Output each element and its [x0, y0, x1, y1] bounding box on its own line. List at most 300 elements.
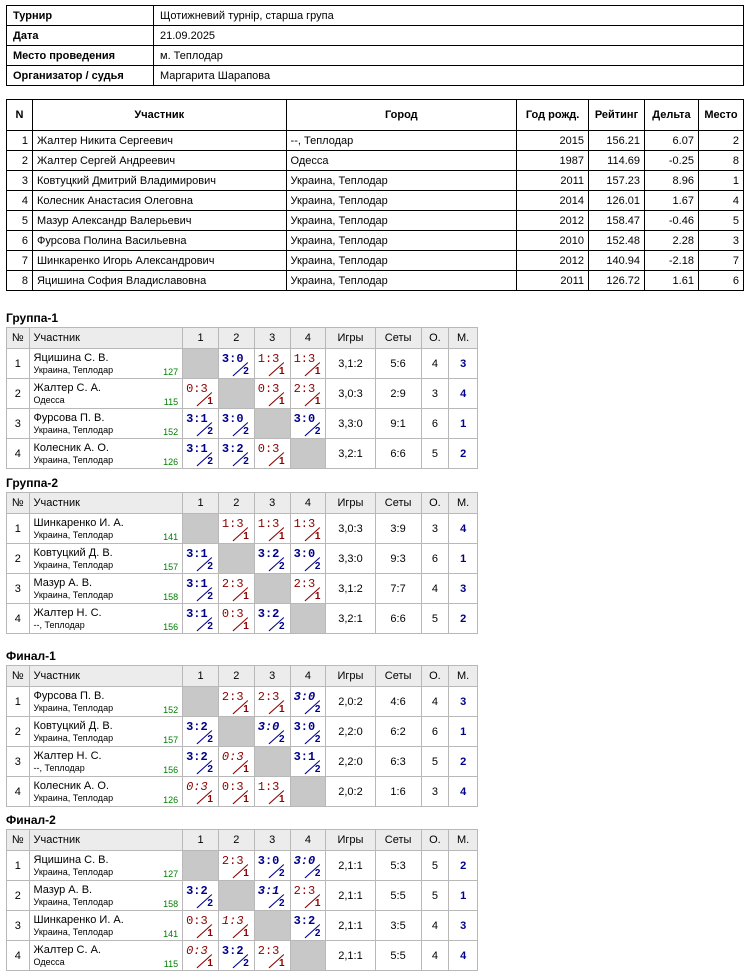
match-round: 2	[279, 868, 285, 879]
group-column-header: Сеты	[375, 328, 421, 349]
participant-cell: 4	[698, 191, 743, 211]
group-column-header: М.	[449, 328, 478, 349]
player-cell	[29, 911, 183, 941]
match-result-cell[interactable]	[290, 379, 326, 409]
player-name: Шинкаренко И. А.	[33, 517, 124, 529]
participant-cell: 7	[698, 251, 743, 271]
match-result-cell[interactable]	[290, 747, 326, 777]
group-row	[7, 941, 478, 971]
match-score: 1:3	[221, 517, 244, 531]
place-value: 2	[449, 604, 478, 634]
info-row	[7, 66, 744, 86]
sets-value: 7:7	[375, 574, 421, 604]
match-result-cell[interactable]	[218, 747, 254, 777]
match-round: 1	[279, 794, 285, 805]
match-score: 1:3	[221, 914, 244, 928]
group-column-header: 2	[218, 328, 254, 349]
games-value: 3,3:0	[326, 544, 375, 574]
match-score: 0:3	[186, 780, 208, 794]
participant-cell: Украина, Теплодар	[286, 231, 517, 251]
group-row	[7, 574, 478, 604]
group-column-header: 4	[290, 666, 326, 687]
group-column-header: М.	[449, 830, 478, 851]
participant-cell: 156.21	[589, 131, 645, 151]
points-value: 5	[421, 851, 449, 881]
games-value: 2,0:2	[326, 687, 375, 717]
group-column-header: №	[7, 493, 30, 514]
match-score: 0:3	[221, 750, 244, 764]
points-value: 6	[421, 409, 449, 439]
match-score: 2:3	[221, 690, 244, 704]
participant-cell: -0.46	[645, 211, 699, 231]
player-name: Фурсова П. В.	[33, 690, 105, 702]
player-name: Ковтуцкий Д. В.	[33, 720, 113, 732]
match-score: 3:2	[221, 442, 244, 456]
match-round: 1	[314, 898, 321, 909]
points-value: 4	[421, 941, 449, 971]
match-result-cell[interactable]	[218, 439, 254, 469]
participant-cell: 2015	[517, 131, 589, 151]
match-round: 1	[243, 531, 249, 542]
match-round: 1	[243, 704, 249, 715]
group-title: Финал-1	[6, 649, 56, 663]
match-round: 1	[243, 868, 249, 879]
participant-row	[7, 211, 744, 231]
player-city: Украина, Теплодар	[33, 455, 114, 465]
match-round: 1	[243, 794, 249, 805]
player-city: Украина, Теплодар	[33, 560, 114, 570]
match-round: 1	[207, 794, 213, 805]
match-result-cell[interactable]	[183, 439, 219, 469]
group-column-header: Участник	[29, 666, 183, 687]
points-value: 4	[421, 349, 449, 379]
match-result-cell[interactable]	[183, 777, 219, 807]
info-label: Место проведения	[7, 46, 154, 66]
match-round: 2	[279, 898, 285, 909]
group-table	[6, 829, 478, 971]
group-column-header: 2	[218, 666, 254, 687]
player-rating: 127	[163, 367, 179, 377]
sets-value: 9:1	[375, 409, 421, 439]
participant-cell: 6.07	[645, 131, 699, 151]
match-score: 1:3	[257, 517, 280, 531]
match-result-cell[interactable]	[254, 439, 290, 469]
match-score: 3:2	[186, 720, 208, 734]
match-result-cell[interactable]	[254, 941, 290, 971]
match-round: 2	[207, 426, 213, 437]
participant-cell: Мазур Александр Валерьевич	[32, 211, 286, 231]
match-round: 1	[207, 958, 213, 969]
group-column-header: 4	[290, 830, 326, 851]
match-round: 2	[207, 764, 213, 775]
match-score: 2:3	[293, 884, 316, 898]
place-value: 1	[449, 409, 478, 439]
match-result-cell[interactable]	[254, 544, 290, 574]
seed-number: 3	[7, 747, 30, 777]
group-column-header: Участник	[29, 328, 183, 349]
participant-cell: --, Теплодар	[286, 131, 517, 151]
player-rating: 156	[163, 622, 179, 632]
points-value: 4	[421, 574, 449, 604]
match-result-cell[interactable]	[183, 881, 219, 911]
player-cell	[29, 717, 183, 747]
self-match-cell	[254, 911, 290, 941]
participant-cell: Жалтер Никита Сергеевич	[32, 131, 286, 151]
match-round: 1	[243, 591, 249, 602]
group-row	[7, 851, 478, 881]
place-value: 2	[449, 439, 478, 469]
info-label: Турнир	[7, 6, 154, 26]
match-result-cell[interactable]	[254, 514, 290, 544]
match-round: 1	[243, 764, 249, 775]
player-city: Украина, Теплодар	[33, 927, 114, 937]
match-score: 0:3	[257, 382, 280, 396]
match-score: 2:3	[221, 577, 244, 591]
group-row	[7, 881, 478, 911]
participant-cell: 1	[7, 131, 33, 151]
seed-number: 4	[7, 604, 30, 634]
player-rating: 141	[163, 532, 179, 542]
group-header-row	[7, 493, 478, 514]
sets-value: 9:3	[375, 544, 421, 574]
info-value: Маргарита Шарапова	[154, 66, 744, 86]
info-row	[7, 26, 744, 46]
match-score: 3:2	[186, 750, 208, 764]
column-header: Город	[286, 100, 517, 131]
player-city: Украина, Теплодар	[33, 867, 114, 877]
participant-cell: 152.48	[589, 231, 645, 251]
player-cell	[29, 604, 183, 634]
match-result-cell[interactable]	[218, 851, 254, 881]
match-result-cell[interactable]	[290, 911, 326, 941]
match-round: 1	[314, 591, 321, 602]
participant-cell: -0.25	[645, 151, 699, 171]
match-result-cell[interactable]	[254, 851, 290, 881]
column-header: Место	[698, 100, 743, 131]
group-column-header: О.	[421, 493, 449, 514]
match-result-cell[interactable]	[290, 349, 326, 379]
participant-cell: 158.47	[589, 211, 645, 231]
group-column-header: Участник	[29, 493, 183, 514]
match-score: 3:1	[186, 412, 208, 426]
participant-cell: Украина, Теплодар	[286, 171, 517, 191]
player-city: Украина, Теплодар	[33, 897, 114, 907]
points-value: 6	[421, 717, 449, 747]
participant-cell: Колесник Анастасия Олеговна	[32, 191, 286, 211]
participant-cell: 1	[698, 171, 743, 191]
participant-cell: Украина, Теплодар	[286, 271, 517, 291]
player-city: --, Теплодар	[33, 620, 85, 630]
tournament-info-table	[6, 5, 744, 86]
seed-number: 1	[7, 514, 30, 544]
points-value: 5	[421, 439, 449, 469]
group-row	[7, 349, 478, 379]
group-header-row	[7, 830, 478, 851]
match-score: 0:3	[221, 607, 244, 621]
match-result-cell[interactable]	[290, 574, 326, 604]
games-value: 2,2:0	[326, 717, 375, 747]
match-result-cell[interactable]	[183, 717, 219, 747]
player-rating: 157	[163, 735, 179, 745]
match-result-cell[interactable]	[290, 409, 326, 439]
match-result-cell[interactable]	[183, 409, 219, 439]
group-column-header: Игры	[326, 328, 375, 349]
match-result-cell[interactable]	[218, 349, 254, 379]
column-header: Участник	[32, 100, 286, 131]
self-match-cell	[290, 941, 326, 971]
group-header-row	[7, 328, 478, 349]
match-round: 2	[314, 704, 321, 715]
participant-cell: 2012	[517, 211, 589, 231]
participant-cell: Украина, Теплодар	[286, 251, 517, 271]
player-cell	[29, 851, 183, 881]
match-result-cell[interactable]	[254, 777, 290, 807]
player-city: Украина, Теплодар	[33, 530, 114, 540]
match-score: 1:3	[257, 352, 280, 366]
match-score: 3:1	[186, 547, 208, 561]
player-city: Украина, Теплодар	[33, 703, 114, 713]
participant-row	[7, 151, 744, 171]
match-result-cell[interactable]	[290, 881, 326, 911]
group-column-header: О.	[421, 666, 449, 687]
column-header: Дельта	[645, 100, 699, 131]
match-round: 2	[207, 734, 213, 745]
self-match-cell	[183, 851, 219, 881]
place-value: 1	[449, 544, 478, 574]
group-column-header: Участник	[29, 830, 183, 851]
match-result-cell[interactable]	[254, 349, 290, 379]
games-value: 2,1:1	[326, 911, 375, 941]
group-row	[7, 717, 478, 747]
player-rating: 115	[163, 959, 179, 969]
match-result-cell[interactable]	[218, 409, 254, 439]
match-score: 1:3	[293, 352, 316, 366]
seed-number: 4	[7, 777, 30, 807]
match-score: 3:0	[221, 352, 244, 366]
match-result-cell[interactable]	[254, 604, 290, 634]
column-header: N	[7, 100, 33, 131]
group-row	[7, 439, 478, 469]
match-round: 2	[243, 456, 249, 467]
participant-cell: Шинкаренко Игорь Александрович	[32, 251, 286, 271]
seed-number: 2	[7, 379, 30, 409]
match-result-cell[interactable]	[254, 687, 290, 717]
self-match-cell	[254, 409, 290, 439]
player-cell	[29, 439, 183, 469]
points-value: 3	[421, 514, 449, 544]
match-round: 2	[207, 456, 213, 467]
self-match-cell	[183, 687, 219, 717]
info-label: Организатор / судья	[7, 66, 154, 86]
match-result-cell[interactable]	[218, 687, 254, 717]
match-result-cell[interactable]	[183, 747, 219, 777]
participant-cell: 7	[7, 251, 33, 271]
match-result-cell[interactable]	[290, 514, 326, 544]
self-match-cell	[183, 514, 219, 544]
place-value: 1	[449, 881, 478, 911]
place-value: 4	[449, 777, 478, 807]
player-cell	[29, 544, 183, 574]
column-header: Год рожд.	[517, 100, 589, 131]
self-match-cell	[254, 747, 290, 777]
match-score: 1:3	[293, 517, 316, 531]
match-round: 2	[279, 734, 285, 745]
place-value: 2	[449, 851, 478, 881]
match-round: 1	[279, 366, 285, 377]
player-cell	[29, 409, 183, 439]
info-value: 21.09.2025	[154, 26, 744, 46]
games-value: 2,1:1	[326, 941, 375, 971]
group-row	[7, 687, 478, 717]
player-city: --, Теплодар	[33, 763, 85, 773]
player-name: Жалтер Н. С.	[33, 750, 102, 762]
place-value: 4	[449, 514, 478, 544]
group-column-header: 1	[183, 328, 219, 349]
player-name: Колесник А. О.	[33, 442, 109, 454]
player-cell	[29, 379, 183, 409]
sets-value: 4:6	[375, 687, 421, 717]
player-cell	[29, 747, 183, 777]
player-name: Мазур А. В.	[33, 884, 93, 896]
participant-cell: 1.61	[645, 271, 699, 291]
player-city: Украина, Теплодар	[33, 733, 114, 743]
self-match-cell	[218, 379, 254, 409]
place-value: 3	[449, 574, 478, 604]
match-result-cell[interactable]	[183, 604, 219, 634]
participant-cell: 8.96	[645, 171, 699, 191]
match-round: 1	[314, 396, 321, 407]
player-rating: 115	[163, 397, 179, 407]
place-value: 4	[449, 941, 478, 971]
match-round: 1	[243, 928, 249, 939]
seed-number: 2	[7, 717, 30, 747]
match-score: 3:0	[257, 854, 280, 868]
group-row	[7, 379, 478, 409]
participant-cell: 2.28	[645, 231, 699, 251]
participant-cell: 2011	[517, 271, 589, 291]
group-column-header: №	[7, 830, 30, 851]
player-rating: 152	[163, 427, 179, 437]
self-match-cell	[218, 717, 254, 747]
match-result-cell[interactable]	[183, 941, 219, 971]
points-value: 6	[421, 544, 449, 574]
participant-cell: 6	[7, 231, 33, 251]
match-result-cell[interactable]	[218, 941, 254, 971]
match-score: 3:0	[221, 412, 244, 426]
match-result-cell[interactable]	[218, 911, 254, 941]
info-label: Дата	[7, 26, 154, 46]
participant-cell: 3	[698, 231, 743, 251]
info-value: м. Теплодар	[154, 46, 744, 66]
group-row	[7, 514, 478, 544]
match-result-cell[interactable]	[183, 379, 219, 409]
games-value: 3,1:2	[326, 574, 375, 604]
games-value: 2,0:2	[326, 777, 375, 807]
group-column-header: №	[7, 666, 30, 687]
points-value: 4	[421, 687, 449, 717]
info-row	[7, 46, 744, 66]
group-column-header: 4	[290, 493, 326, 514]
seed-number: 3	[7, 911, 30, 941]
self-match-cell	[218, 881, 254, 911]
player-name: Жалтер С. А.	[33, 382, 101, 394]
participant-cell: -2.18	[645, 251, 699, 271]
match-round: 2	[314, 764, 321, 775]
match-score: 3:2	[293, 914, 316, 928]
sets-value: 5:5	[375, 941, 421, 971]
participant-cell: 157.23	[589, 171, 645, 191]
player-cell	[29, 881, 183, 911]
participant-cell: 2012	[517, 251, 589, 271]
player-rating: 156	[163, 765, 179, 775]
match-round: 2	[207, 591, 213, 602]
player-name: Яцишина С. В.	[33, 854, 109, 866]
match-result-cell[interactable]	[183, 911, 219, 941]
match-result-cell[interactable]	[290, 717, 326, 747]
match-round: 1	[279, 704, 285, 715]
match-result-cell[interactable]	[218, 514, 254, 544]
match-result-cell[interactable]	[254, 881, 290, 911]
match-round: 1	[207, 928, 213, 939]
match-round: 2	[314, 561, 321, 572]
seed-number: 3	[7, 574, 30, 604]
match-round: 2	[243, 958, 249, 969]
match-result-cell[interactable]	[218, 574, 254, 604]
participant-cell: 4	[7, 191, 33, 211]
match-result-cell[interactable]	[254, 379, 290, 409]
participant-row	[7, 131, 744, 151]
player-rating: 127	[163, 869, 179, 879]
games-value: 3,3:0	[326, 409, 375, 439]
match-result-cell[interactable]	[290, 687, 326, 717]
player-name: Колесник А. О.	[33, 780, 109, 792]
points-value: 3	[421, 777, 449, 807]
self-match-cell	[290, 439, 326, 469]
match-round: 2	[314, 928, 321, 939]
games-value: 3,0:3	[326, 379, 375, 409]
player-city: Одесса	[33, 395, 65, 405]
group-column-header: 3	[254, 493, 290, 514]
group-row	[7, 777, 478, 807]
match-round: 1	[279, 396, 285, 407]
match-score: 2:3	[293, 577, 316, 591]
match-result-cell[interactable]	[183, 544, 219, 574]
match-round: 1	[314, 531, 321, 542]
match-result-cell[interactable]	[254, 717, 290, 747]
column-header: Рейтинг	[589, 100, 645, 131]
match-result-cell[interactable]	[218, 777, 254, 807]
match-score: 3:0	[293, 854, 316, 868]
participant-cell: Яцишина София Владиславовна	[32, 271, 286, 291]
match-result-cell[interactable]	[290, 544, 326, 574]
seed-number: 1	[7, 851, 30, 881]
self-match-cell	[218, 544, 254, 574]
group-header-row	[7, 666, 478, 687]
player-cell	[29, 687, 183, 717]
participant-cell: 140.94	[589, 251, 645, 271]
match-round: 2	[243, 366, 249, 377]
group-row	[7, 604, 478, 634]
match-result-cell[interactable]	[183, 574, 219, 604]
participant-row	[7, 231, 744, 251]
participant-cell: 1987	[517, 151, 589, 171]
match-round: 1	[207, 396, 213, 407]
group-column-header: Сеты	[375, 666, 421, 687]
participant-cell: 6	[698, 271, 743, 291]
seed-number: 1	[7, 687, 30, 717]
match-result-cell[interactable]	[218, 604, 254, 634]
match-result-cell[interactable]	[290, 851, 326, 881]
